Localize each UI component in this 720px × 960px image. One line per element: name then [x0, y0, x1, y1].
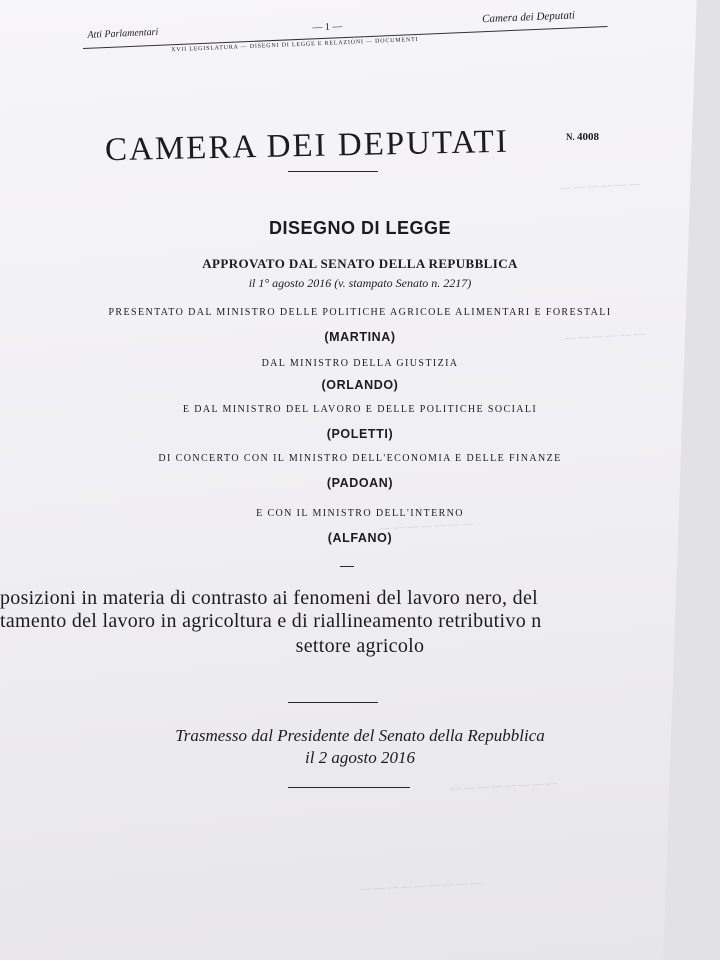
presenters-rule	[340, 566, 354, 567]
transmission-line-1: Trasmesso dal Presidente del Senato della Repubblica	[175, 726, 545, 745]
presenter-role-4: DI CONCERTO CON IL MINISTRO DELL'ECONOMIA E DELLE FINANZE	[158, 453, 562, 464]
presenter-name-5: (ALFANO)	[327, 531, 393, 545]
bill-number-value: 4008	[577, 131, 599, 143]
title-rule	[288, 702, 378, 703]
presenter-name-4: (PADOAN)	[326, 476, 394, 490]
chamber-rule	[288, 171, 378, 172]
approved-by: APPROVATO DAL SENATO DELLA REPUBBLICA	[202, 256, 518, 271]
bill-number	[566, 131, 599, 143]
running-head-subtitle: XVII LEGISLATURA — DISEGNI DI LEGGE E RELAZIONI — DOCUMENTI	[171, 36, 419, 54]
transmission-rule	[288, 787, 410, 788]
presenter-role-1: PRESENTATO DAL MINISTRO DELLE POLITICHE AGRICOLE ALIMENTARI E FORESTALI	[108, 307, 612, 318]
presenter-role-5: E CON IL MINISTRO DELL'INTERNO	[256, 508, 464, 519]
presenter-role-2: DAL MINISTRO DELLA GIUSTIZIA	[261, 358, 459, 369]
bleed-through-4: — — — — — — — —	[449, 777, 558, 795]
running-head-left: Atti Parlamentari	[87, 26, 159, 41]
presenter-name-2: (ORLANDO)	[321, 378, 399, 392]
bill-title-line-1: posizioni in materia di contrasto ai fenomeni del lavoro nero, del	[0, 587, 538, 609]
bill-title-line-3: settore agricolo	[295, 635, 425, 657]
bleed-through-1: — — — — — —	[559, 177, 641, 195]
bleed-through-2: — — — — — —	[564, 327, 646, 345]
chamber-title: CAMERA DEI DEPUTATI	[104, 123, 510, 169]
transmission-line-2: il 2 agosto 2016	[304, 748, 416, 767]
bill-type-heading: DISEGNO DI LEGGE	[268, 218, 452, 238]
bill-number-prefix: N.	[566, 132, 575, 142]
running-head	[82, 1, 622, 54]
running-head-page: — 1 —	[312, 21, 343, 34]
presenter-role-3: E DAL MINISTRO DEL LAVORO E DELLE POLITICHE SOCIALI	[182, 404, 538, 415]
bleed-through-5: — — — — — — — — —	[359, 876, 482, 896]
bleed-through-3: — — — — — — —	[379, 517, 474, 535]
approval-date: il 1° agosto 2016 (v. stampato Senato n. 2217)	[248, 276, 472, 290]
bill-title-line-2: tamento del lavoro in agricoltura e di riallineamento retributivo n	[0, 610, 542, 632]
presenter-name-1: (MARTINA)	[324, 330, 396, 344]
running-head-right: Camera dei Deputati	[481, 9, 576, 26]
presenter-name-3: (POLETTI)	[326, 427, 394, 441]
